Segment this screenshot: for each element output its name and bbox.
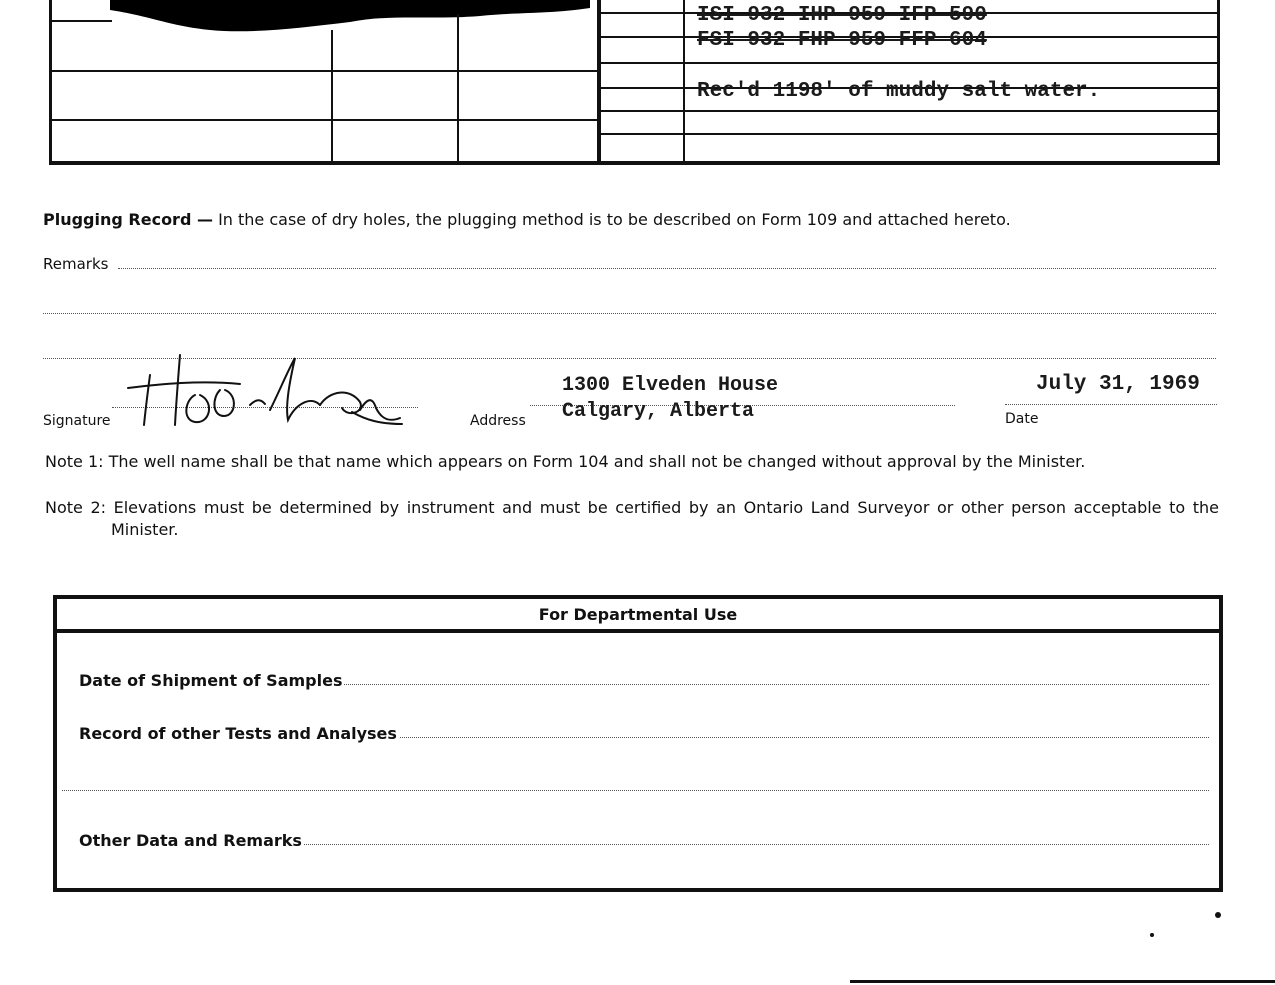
cutoff-entry [697,0,1097,2]
remarks-label: Remarks [43,255,109,273]
signature-label: Signature [43,413,111,429]
ink-dot [1215,912,1221,918]
ink-smudge [50,0,610,40]
note-2-line-1: Note 2: Elevations must be determined by instrument and must be certified by an Ontario Land Surveyor or other person acceptable to the [45,498,1219,517]
page-edge [850,980,1275,983]
log-entry-fsi: FSI 932 FHP 959 FFP 604 [697,29,987,52]
tests-line-2[interactable] [62,790,1209,791]
date-line[interactable] [1005,404,1217,405]
log-entry-recovery: Rec'd 1198' of muddy salt water. [697,80,1101,103]
departmental-use-box [53,595,1223,892]
ink-dot [1150,933,1154,937]
shipment-label: Date of Shipment of Samples [79,671,343,690]
note-2-line-2: Minister. [111,520,179,539]
handwritten-signature [120,350,420,430]
departmental-title: For Departmental Use [538,605,738,624]
note-1: Note 1: The well name shall be that name which appears on Form 104 and shall not be changed without approval by the Minister. [45,452,1086,471]
tests-label: Record of other Tests and Analyses [79,724,397,743]
plugging-heading: Plugging Record — [43,210,213,229]
address-line2: Calgary, Alberta [562,400,755,423]
address-line1: 1300 Elveden House [562,374,779,397]
plugging-record [43,210,1011,229]
date-label: Date [1005,411,1039,427]
address-label: Address [470,413,526,429]
other-label: Other Data and Remarks [79,831,302,850]
plugging-text: In the case of dry holes, the plugging method is to be described on Form 109 and attached hereto. [218,210,1011,229]
remarks-line-2[interactable] [43,313,1216,314]
remarks-line-1[interactable] [118,268,1216,269]
log-entry-isi: ISI 932 IHP 959 IFP 590 [697,4,987,27]
date-value: July 31, 1969 [1036,373,1200,396]
